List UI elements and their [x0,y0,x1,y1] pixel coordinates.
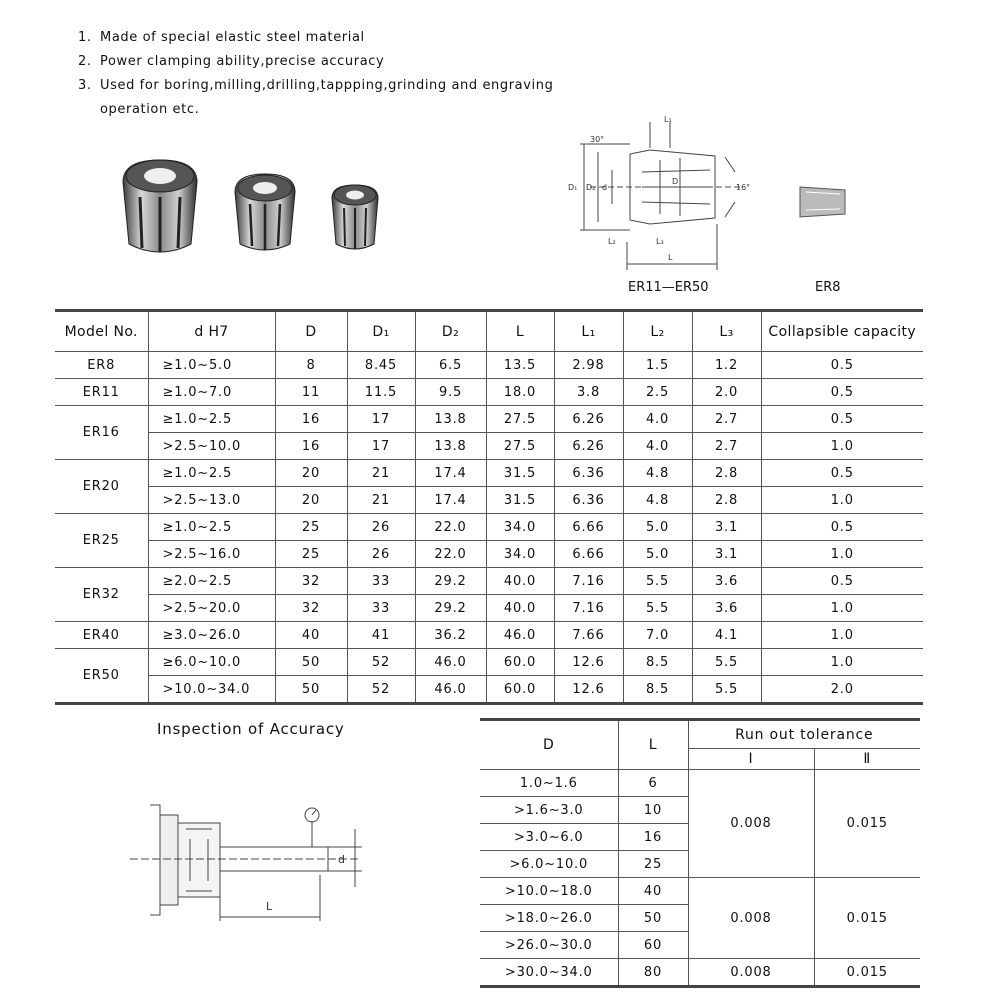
table-cell: 34.0 [486,514,554,541]
inspection-title: Inspection of Accuracy [157,720,345,738]
table-cell: 1.2 [692,352,761,379]
runout-cell-D: >3.0~6.0 [480,824,618,851]
table-cell: 6.26 [554,406,623,433]
table-cell: 4.0 [623,433,692,460]
inspection-label-d: d [338,853,345,866]
table-cell: 2.7 [692,433,761,460]
feature-item [78,26,553,50]
table-cell: 5.5 [623,568,692,595]
table-cell: ≥6.0~10.0 [148,649,275,676]
table-cell: 31.5 [486,487,554,514]
table-cell: >10.0~34.0 [148,676,275,704]
table-cell: 25 [275,541,347,568]
table-cell: 40.0 [486,595,554,622]
table-cell: 40.0 [486,568,554,595]
table-cell: 5.5 [692,676,761,704]
table-cell: 1.0 [761,487,923,514]
collet-small-image [332,185,378,249]
table-cell: 0.5 [761,514,923,541]
table-cell: 46.0 [415,649,486,676]
table-cell: 3.1 [692,514,761,541]
table-cell: ≥1.0~5.0 [148,352,275,379]
table-cell: 21 [347,487,415,514]
runout-cell-D: 1.0~1.6 [480,770,618,797]
table-cell: 16 [275,406,347,433]
runout-row [480,878,920,905]
table-cell: 8.5 [623,676,692,704]
label-D: D [672,177,679,186]
table-cell: 20 [275,487,347,514]
model-cell: ER20 [55,460,148,514]
table-cell: 7.16 [554,568,623,595]
table-cell: 2.5 [623,379,692,406]
feature-text: Made of special elastic steel material [100,30,365,45]
table-cell: 3.1 [692,541,761,568]
header-D: D [275,311,347,352]
runout-cell-D: >1.6~3.0 [480,797,618,824]
table-cell: 6.66 [554,514,623,541]
header-model-no: Model No. [55,311,148,352]
table-cell: 7.16 [554,595,623,622]
label-d: d [602,183,608,192]
table-cell: 40 [275,622,347,649]
table-cell: 60.0 [486,649,554,676]
runout-tolerance-grade1: 0.008 [688,770,814,878]
table-cell: 11.5 [347,379,415,406]
table-cell: 1.0 [761,433,923,460]
label-L3: L₃ [656,237,664,246]
model-cell: ER8 [55,352,148,379]
table-cell: 6.36 [554,460,623,487]
label-L2: L₂ [608,237,616,246]
runout-cell-L: 40 [618,878,688,905]
table-cell: 0.5 [761,568,923,595]
runout-tolerance-grade2: 0.015 [814,959,920,987]
table-cell: 13.8 [415,433,486,460]
table-cell: 29.2 [415,568,486,595]
table-cell: >2.5~13.0 [148,487,275,514]
table-cell: 12.6 [554,649,623,676]
runout-cell-D: >10.0~18.0 [480,878,618,905]
label-D2: D₂ [586,183,596,192]
runout-cell-L: 10 [618,797,688,824]
table-cell: 26 [347,514,415,541]
feature-item [78,50,553,74]
table-cell: ≥1.0~7.0 [148,379,275,406]
table-cell: 1.0 [761,541,923,568]
table-cell: 13.5 [486,352,554,379]
label-L: L [668,253,673,262]
table-row [55,487,923,514]
table-cell: >2.5~20.0 [148,595,275,622]
table-cell: 8.5 [623,649,692,676]
feature-number: 1. [78,30,92,45]
table-cell: 6.66 [554,541,623,568]
table-cell: 4.8 [623,487,692,514]
table-cell: 6.36 [554,487,623,514]
drawing-caption-er8: ER8 [815,280,841,295]
header-L3: L₃ [692,311,761,352]
table-cell: 8 [275,352,347,379]
table-cell: 27.5 [486,433,554,460]
table-row [55,541,923,568]
collet-medium-image [235,174,295,250]
table-cell: 33 [347,595,415,622]
model-cell: ER11 [55,379,148,406]
inspection-diagram [130,795,370,935]
feature-number: 2. [78,54,92,69]
table-cell: 7.0 [623,622,692,649]
header-L1: L₁ [554,311,623,352]
runout-tolerance-grade2: 0.015 [814,878,920,959]
table-cell: 3.6 [692,568,761,595]
table-cell: 29.2 [415,595,486,622]
table-cell: 5.5 [692,649,761,676]
table-cell: >2.5~16.0 [148,541,275,568]
table-cell: 4.1 [692,622,761,649]
table-row [55,595,923,622]
table-cell: 50 [275,649,347,676]
runout-cell-L: 6 [618,770,688,797]
label-L1: L₁ [664,115,672,124]
table-cell: 17.4 [415,487,486,514]
table-cell: ≥1.0~2.5 [148,514,275,541]
table-row [55,514,923,541]
table-cell: 36.2 [415,622,486,649]
table-cell: 12.6 [554,676,623,704]
table-cell: 0.5 [761,460,923,487]
table-cell: 32 [275,595,347,622]
header-D1: D₁ [347,311,415,352]
collet-photos [118,152,388,262]
table-cell: 2.0 [761,676,923,704]
collet-large-image [123,160,197,252]
table-cell: 26 [347,541,415,568]
table-cell: 8.45 [347,352,415,379]
table-cell: 25 [275,514,347,541]
table-cell: 4.8 [623,460,692,487]
runout-tolerance-table [480,718,920,988]
inspection-label-L: L [266,900,273,913]
label-angle-16: 16° [736,183,751,192]
table-cell: 60.0 [486,676,554,704]
runout-header-tolerance: Run out tolerance [688,720,920,749]
header-L2: L₂ [623,311,692,352]
header-collapsible-capacity: Collapsible capacity [761,311,923,352]
runout-header-row [480,720,920,749]
runout-row [480,770,920,797]
runout-cell-L: 50 [618,905,688,932]
runout-cell-D: >30.0~34.0 [480,959,618,987]
collet-spec-table [55,309,923,705]
header-d-h7: d H7 [148,311,275,352]
runout-cell-L: 80 [618,959,688,987]
table-cell: 4.0 [623,406,692,433]
model-cell: ER32 [55,568,148,622]
model-cell: ER50 [55,649,148,704]
header-L: L [486,311,554,352]
feature-text-continued: operation etc. [100,102,200,117]
table-cell: 13.8 [415,406,486,433]
table-cell: 1.0 [761,649,923,676]
feature-number: 3. [78,78,92,93]
table-row [55,352,923,379]
model-cell: ER25 [55,514,148,568]
feature-text: Used for boring,milling,drilling,tappping,grinding and engraving [100,78,554,93]
table-cell: 0.5 [761,352,923,379]
table-cell: 2.8 [692,487,761,514]
runout-cell-L: 25 [618,851,688,878]
model-cell: ER40 [55,622,148,649]
label-D1: D₁ [568,183,578,192]
runout-tolerance-grade1: 0.008 [688,878,814,959]
table-row [55,568,923,595]
table-cell: 52 [347,676,415,704]
table-cell: 34.0 [486,541,554,568]
table-row [55,379,923,406]
table-cell: 27.5 [486,406,554,433]
table-cell: 5.0 [623,541,692,568]
table-cell: ≥3.0~26.0 [148,622,275,649]
runout-cell-L: 60 [618,932,688,959]
table-cell: 41 [347,622,415,649]
table-cell: 1.0 [761,622,923,649]
table-cell: 5.5 [623,595,692,622]
table-cell: 2.0 [692,379,761,406]
drawing-caption-er11-er50: ER11—ER50 [628,280,709,295]
table-cell: 22.0 [415,541,486,568]
table-cell: 46.0 [486,622,554,649]
model-cell: ER16 [55,406,148,460]
table-cell: 6.5 [415,352,486,379]
table-cell: 46.0 [415,676,486,704]
collet-technical-drawing [560,112,860,297]
runout-header-grade-1: Ⅰ [688,749,814,770]
table-header-row [55,311,923,352]
header-D2: D₂ [415,311,486,352]
table-cell: ≥2.0~2.5 [148,568,275,595]
table-cell: 17.4 [415,460,486,487]
runout-header-grade-2: Ⅱ [814,749,920,770]
table-cell: 3.8 [554,379,623,406]
runout-cell-L: 16 [618,824,688,851]
table-cell: 5.0 [623,514,692,541]
table-cell: ≥1.0~2.5 [148,460,275,487]
table-cell: 0.5 [761,379,923,406]
table-cell: 17 [347,433,415,460]
runout-row [480,959,920,987]
table-row [55,622,923,649]
table-cell: 20 [275,460,347,487]
table-cell: 32 [275,568,347,595]
table-row [55,406,923,433]
table-cell: 9.5 [415,379,486,406]
runout-header-D: D [480,720,618,770]
feature-item [78,74,553,98]
table-cell: 11 [275,379,347,406]
table-cell: 2.8 [692,460,761,487]
table-cell: >2.5~10.0 [148,433,275,460]
table-cell: ≥1.0~2.5 [148,406,275,433]
table-row [55,460,923,487]
feature-text: Power clamping ability,precise accuracy [100,54,385,69]
runout-header-L: L [618,720,688,770]
table-cell: 2.7 [692,406,761,433]
runout-cell-D: >18.0~26.0 [480,905,618,932]
label-angle-30: 30° [590,135,605,144]
runout-cell-D: >26.0~30.0 [480,932,618,959]
table-cell: 17 [347,406,415,433]
table-cell: 3.6 [692,595,761,622]
runout-cell-D: >6.0~10.0 [480,851,618,878]
feature-list [78,26,553,122]
table-cell: 21 [347,460,415,487]
table-cell: 50 [275,676,347,704]
table-cell: 7.66 [554,622,623,649]
table-row [55,649,923,676]
table-cell: 33 [347,568,415,595]
table-cell: 18.0 [486,379,554,406]
table-cell: 0.5 [761,406,923,433]
runout-tolerance-grade2: 0.015 [814,770,920,878]
table-cell: 52 [347,649,415,676]
table-cell: 6.26 [554,433,623,460]
runout-tolerance-grade1: 0.008 [688,959,814,987]
er8-collet-drawing [800,187,845,217]
table-cell: 31.5 [486,460,554,487]
table-row [55,676,923,704]
table-cell: 2.98 [554,352,623,379]
table-cell: 1.0 [761,595,923,622]
table-cell: 1.5 [623,352,692,379]
table-cell: 16 [275,433,347,460]
table-row [55,433,923,460]
table-cell: 22.0 [415,514,486,541]
